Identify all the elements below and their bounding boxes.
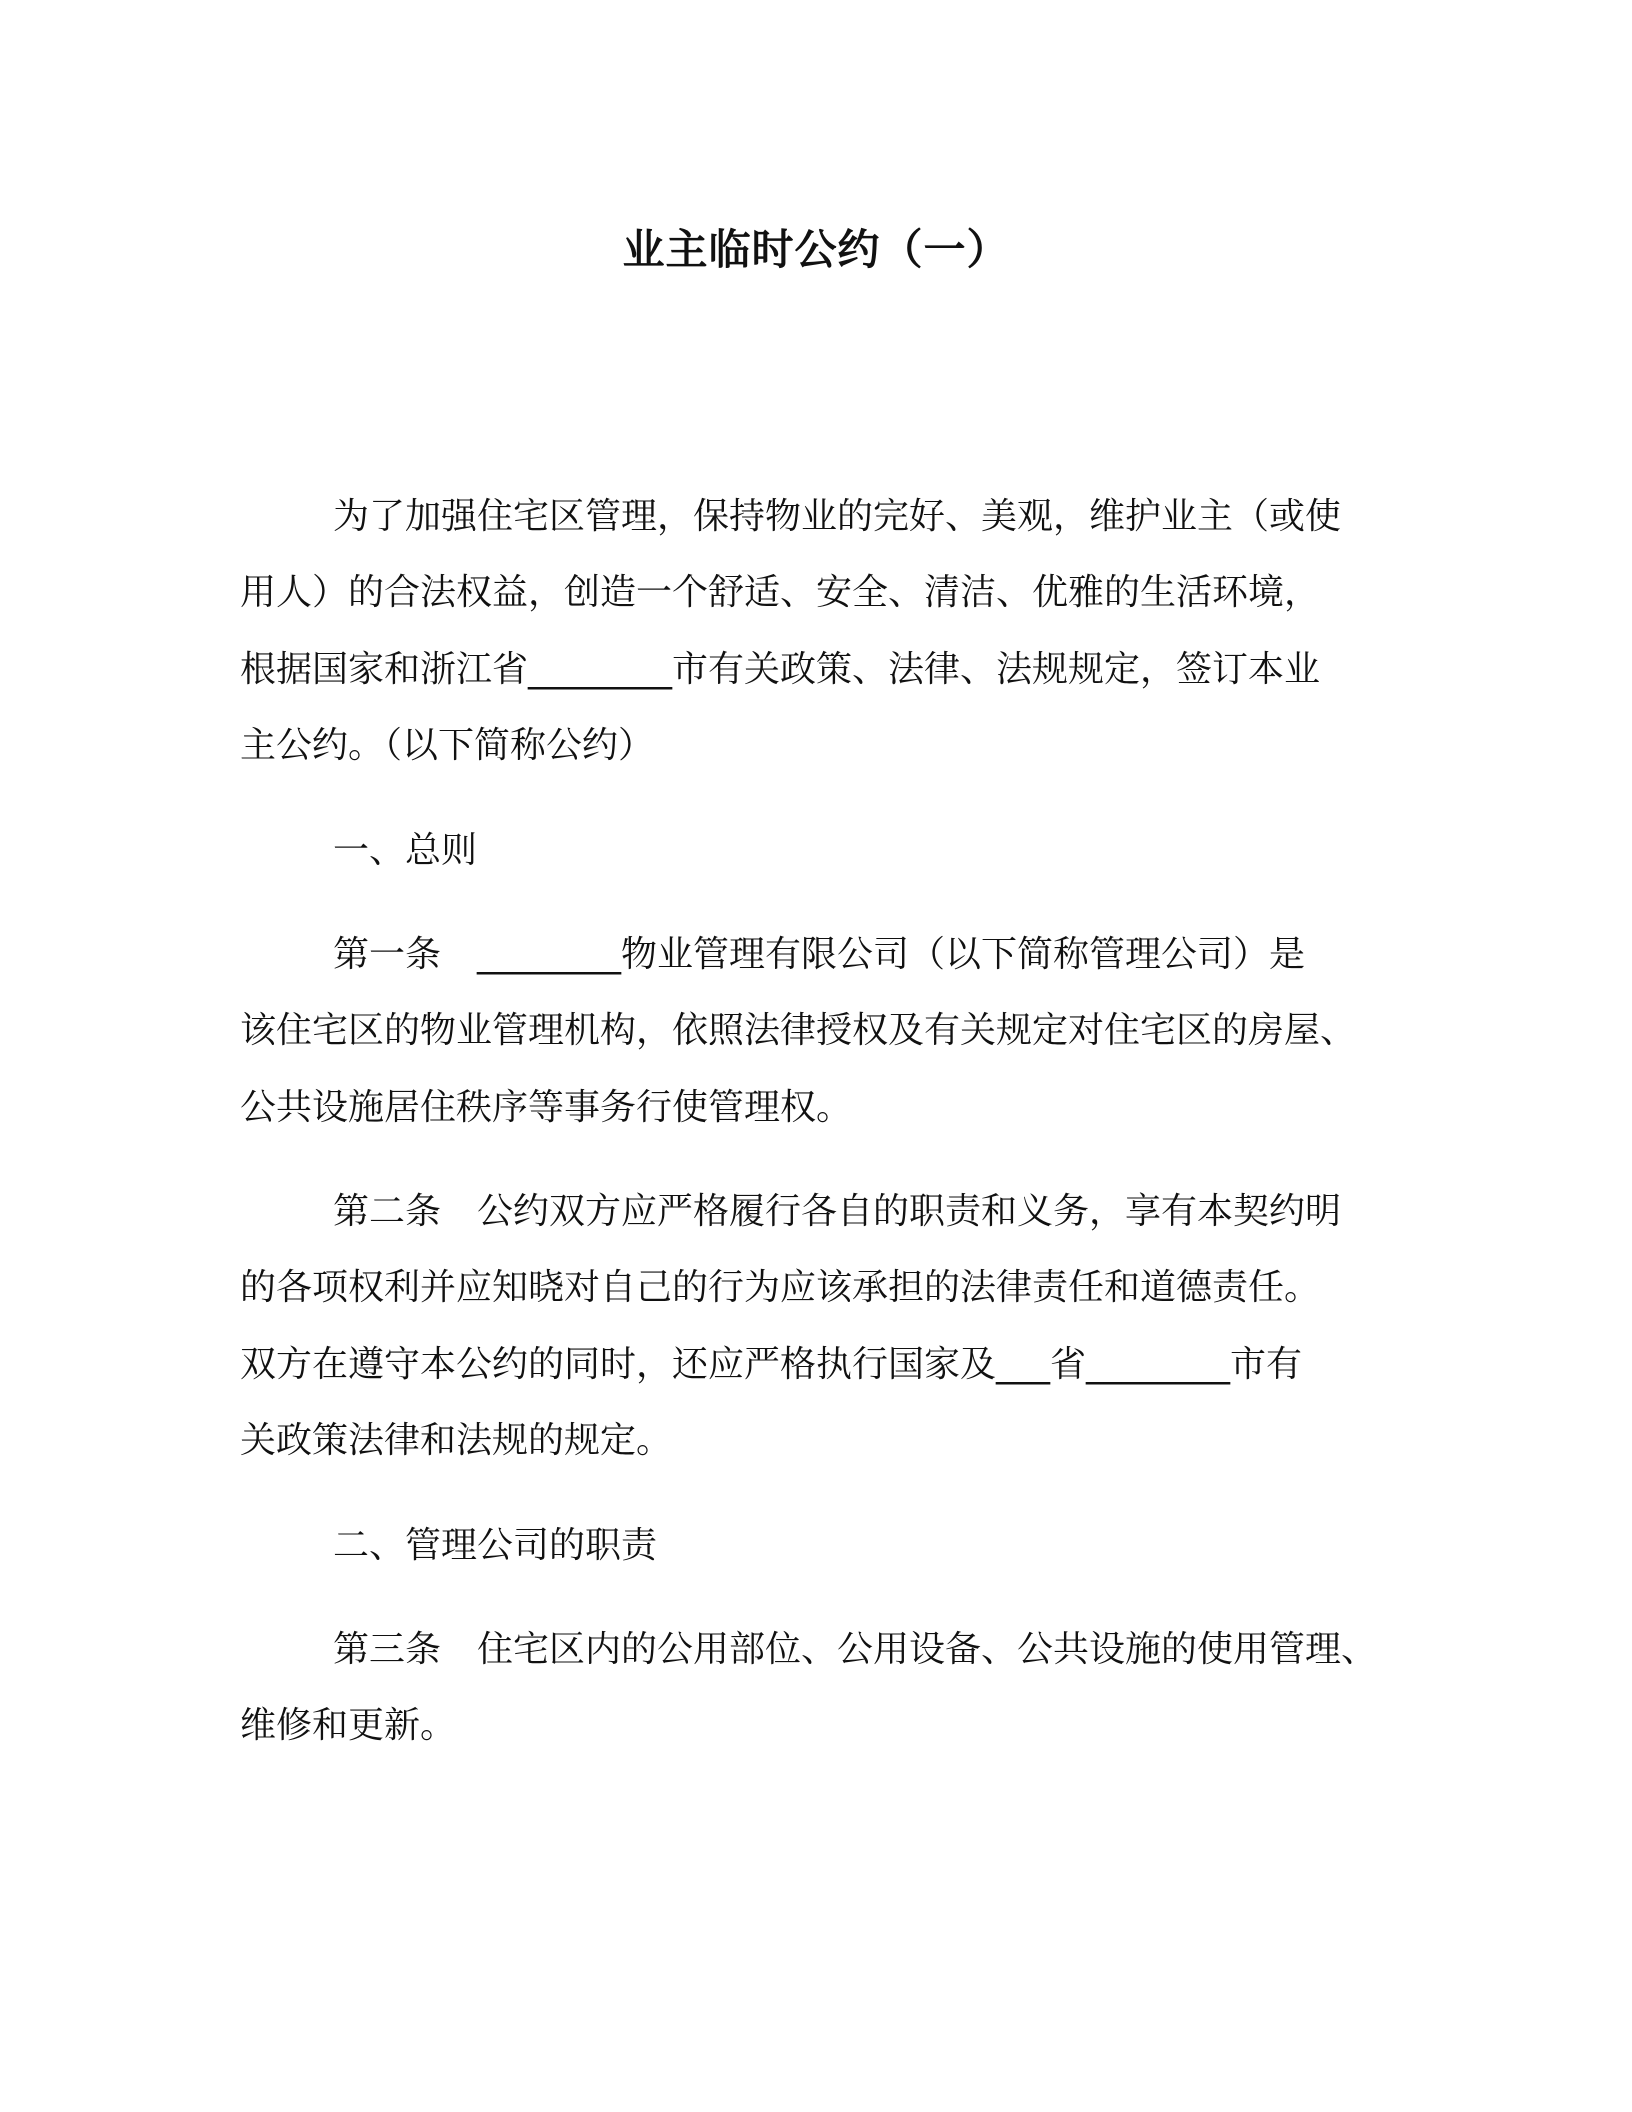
section-heading-general: 一、总则 [333, 830, 478, 871]
article-3-line-2: 维修和更新。 [240, 1705, 457, 1746]
article-3-line-1: 第三条 住宅区内的公用部位、公用设备、公共设施的使用管理、 [333, 1629, 1378, 1670]
article-2-line-2: 的各项权利并应知晓对自己的行为应该承担的法律责任和道德责任。 [240, 1267, 1321, 1308]
article-1-line-2: 该住宅区的物业管理机构，依照法律授权及有关规定对住宅区的房屋、 [240, 1010, 1357, 1051]
preamble-line-4: 主公约。（以下简称公约） [240, 725, 655, 766]
article-2-line-3: 双方在遵守本公约的同时，还应严格执行国家及___省________市有 [240, 1344, 1303, 1385]
article-1-line-3: 公共设施居住秩序等事务行使管理权。 [240, 1087, 853, 1128]
article-2-line-1: 第二条 公约双方应严格履行各自的职责和义务，享有本契约明 [333, 1191, 1342, 1232]
preamble-line-2: 用人）的合法权益，创造一个舒适、安全、清洁、优雅的生活环境， [240, 572, 1321, 613]
section-heading-duties: 二、管理公司的职责 [333, 1525, 658, 1566]
preamble-line-1: 为了加强住宅区管理，保持物业的完好、美观，维护业主（或使 [333, 496, 1342, 537]
document-title: 业主临时公约（一） [622, 225, 1010, 274]
article-1-line-1: 第一条 ________物业管理有限公司（以下简称管理公司）是 [333, 934, 1306, 975]
preamble-line-3: 根据国家和浙江省________市有关政策、法律、法规规定，签订本业 [240, 649, 1321, 690]
article-2-line-4: 关政策法律和法规的规定。 [240, 1420, 673, 1461]
